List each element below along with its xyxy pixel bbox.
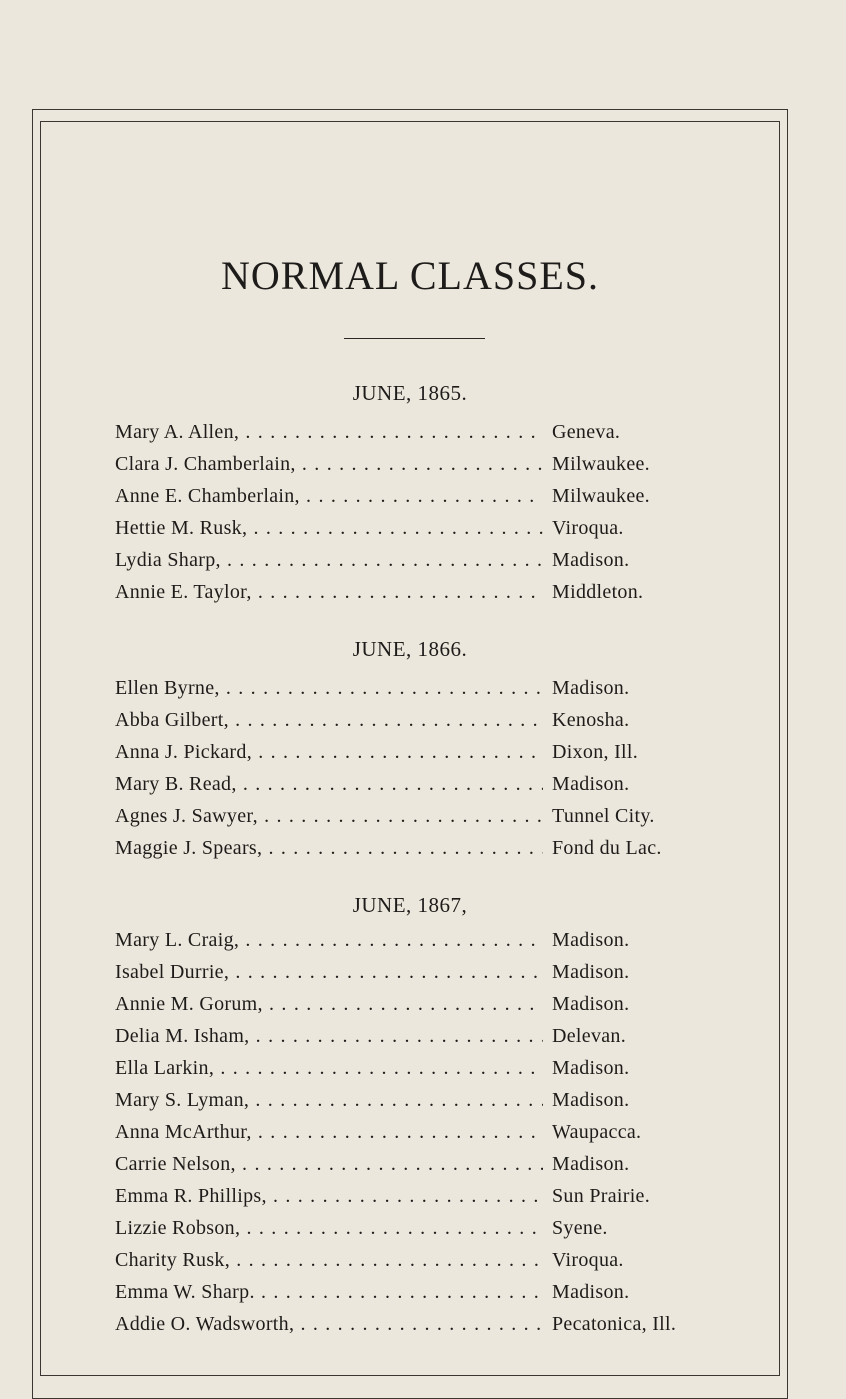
list-item — [115, 485, 715, 517]
hometown: Dixon, Ill. — [552, 741, 639, 763]
section-heading-1865: JUNE, 1865. — [352, 381, 468, 405]
student-name: Lydia Sharp, . . . — [115, 549, 543, 572]
student-name: Anna J. Pickard, . . . — [115, 741, 543, 764]
student-name: Maggie J. Spears, . . . — [115, 837, 543, 860]
page-title: NORMAL CLASSES. — [220, 253, 600, 298]
hometown: Madison. — [552, 1089, 630, 1111]
student-name: Emma W. Sharp. . . . — [115, 1281, 543, 1304]
section-heading-1867: JUNE, 1867, — [352, 893, 468, 917]
student-name: Clara J. Chamberlain, . . . — [115, 453, 543, 476]
student-name: Hettie M. Rusk, . . . — [115, 517, 543, 540]
student-name: Ella Larkin, . . . — [115, 1057, 543, 1080]
list-item — [115, 1121, 715, 1153]
hometown: Madison. — [552, 1057, 630, 1079]
list-item — [115, 1153, 715, 1185]
list-item — [115, 581, 715, 613]
student-name: Mary A. Allen, . . . — [115, 421, 543, 444]
student-name: Anne E. Chamberlain, . . . — [115, 485, 543, 508]
hometown: Waupacca. — [552, 1121, 642, 1143]
student-name: Isabel Durrie, . . . — [115, 961, 543, 984]
list-item — [115, 805, 715, 837]
list-item — [115, 549, 715, 581]
list-item — [115, 961, 715, 993]
hometown: Viroqua. — [552, 1249, 624, 1271]
hometown: Milwaukee. — [552, 453, 650, 475]
list-item — [115, 773, 715, 805]
section-heading-1866: JUNE, 1866. — [352, 637, 468, 661]
student-name: Carrie Nelson, . . . — [115, 1153, 543, 1176]
hometown: Syene. — [552, 1217, 608, 1239]
hometown: Madison. — [552, 1153, 630, 1175]
list-item — [115, 1281, 715, 1313]
list-item — [115, 453, 715, 485]
list-item — [115, 993, 715, 1025]
student-name: Lizzie Robson, . . . — [115, 1217, 543, 1240]
list-item — [115, 1057, 715, 1089]
list-item — [115, 1313, 715, 1345]
hometown: Madison. — [552, 549, 630, 571]
hometown: Delevan. — [552, 1025, 627, 1047]
hometown: Sun Prairie. — [552, 1185, 651, 1207]
list-item — [115, 741, 715, 773]
student-name: Delia M. Isham, . . . — [115, 1025, 543, 1048]
student-name: Annie M. Gorum, . . . — [115, 993, 543, 1016]
hometown: Viroqua. — [552, 517, 624, 539]
list-item — [115, 1217, 715, 1249]
student-name: Mary L. Craig, . . . — [115, 929, 543, 952]
hometown: Geneva. — [552, 421, 621, 443]
student-name: Mary S. Lyman, . . . — [115, 1089, 543, 1112]
hometown: Madison. — [552, 993, 630, 1015]
hometown: Kenosha. — [552, 709, 630, 731]
student-name: Ellen Byrne, . . . — [115, 677, 543, 700]
student-name: Agnes J. Sawyer, . . . — [115, 805, 543, 828]
student-name: Charity Rusk, . . . — [115, 1249, 543, 1272]
list-item — [115, 1185, 715, 1217]
hometown: Madison. — [552, 929, 630, 951]
student-name: Addie O. Wadsworth, . . . — [115, 1313, 543, 1336]
list-item — [115, 837, 715, 869]
student-name: Anna McArthur, . . . — [115, 1121, 543, 1144]
list-item — [115, 929, 715, 961]
list-item — [115, 1249, 715, 1281]
student-name: Mary B. Read, . . . — [115, 773, 543, 796]
hometown: Madison. — [552, 773, 630, 795]
list-item — [115, 709, 715, 741]
student-name: Emma R. Phillips, . . . — [115, 1185, 543, 1208]
title-divider — [344, 338, 485, 339]
hometown: Madison. — [552, 1281, 630, 1303]
student-name: Abba Gilbert, . . . — [115, 709, 543, 732]
list-item — [115, 421, 715, 453]
hometown: Pecatonica, Ill. — [552, 1313, 677, 1335]
student-name: Annie E. Taylor, . . . — [115, 581, 543, 604]
hometown: Madison. — [552, 677, 630, 699]
list-item — [115, 1025, 715, 1057]
hometown: Middleton. — [552, 581, 644, 603]
list-item — [115, 677, 715, 709]
hometown: Milwaukee. — [552, 485, 650, 507]
hometown: Tunnel City. — [552, 805, 655, 827]
hometown: Madison. — [552, 961, 630, 983]
list-item — [115, 517, 715, 549]
list-item — [115, 1089, 715, 1121]
hometown: Fond du Lac. — [552, 837, 662, 859]
